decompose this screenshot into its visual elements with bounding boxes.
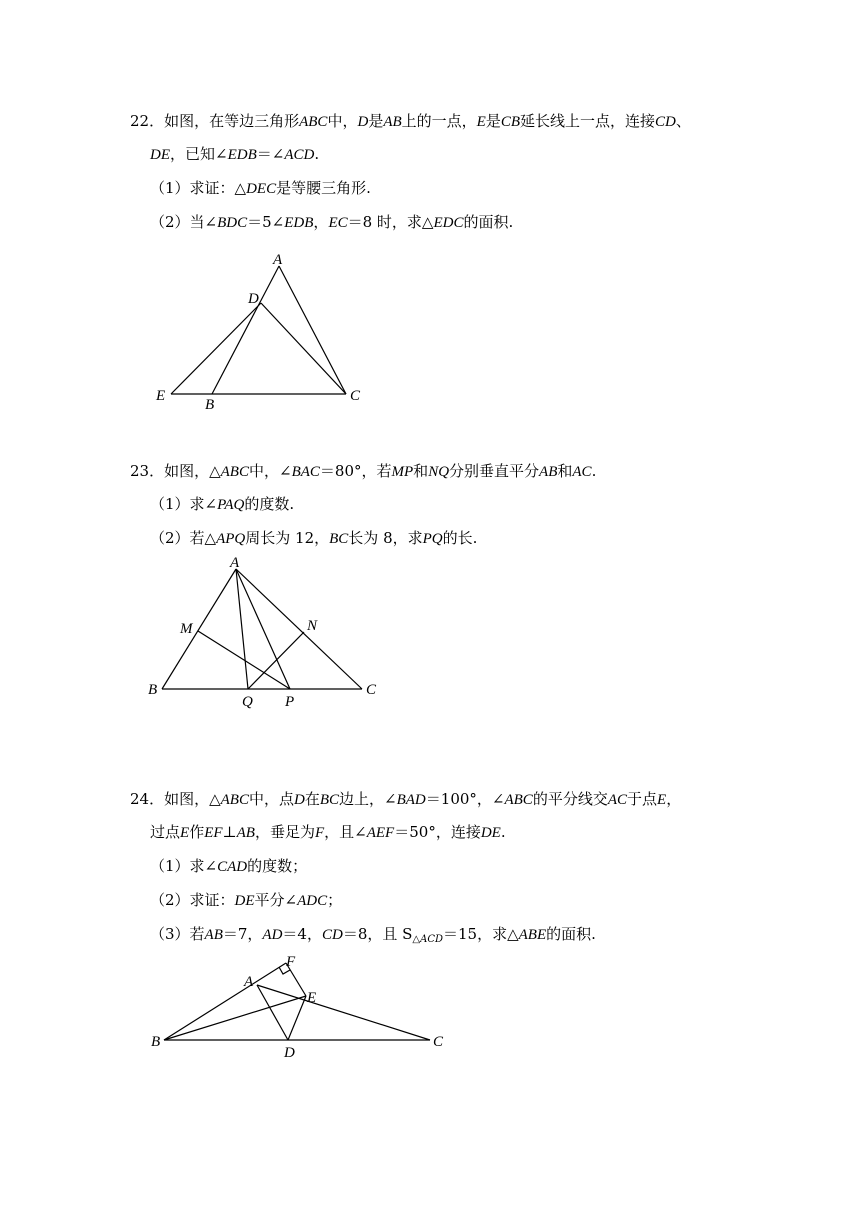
q22-text: ＝8 时，求△ (347, 213, 434, 231)
q23-var: MP (391, 464, 414, 480)
q24-label-d: D (284, 1045, 295, 1061)
q24-text: 作 (189, 823, 205, 841)
q22-label-d: D (248, 291, 259, 307)
q22-text: （2）当∠ (150, 213, 218, 231)
q22-var: ABC (299, 114, 328, 130)
q24-text: ＝7， (222, 925, 263, 943)
q24-text: . (500, 823, 506, 841)
q22-var: ACD (284, 147, 315, 163)
q23-label-p: P (285, 694, 295, 710)
q24-text: ＝50°，连接 (394, 823, 481, 841)
q22-var: BDC (217, 215, 248, 231)
q23-label-m: M (180, 621, 193, 637)
q24-var: ABE (518, 927, 547, 943)
q22-var: CB (500, 114, 521, 130)
q23-text: 中，∠ (248, 462, 292, 480)
q23-text: （2）若△ (150, 529, 217, 547)
q22-label-e: E (156, 388, 166, 404)
q23-text: （1）求∠ (150, 495, 218, 513)
q22-text: （1）求证：△ (150, 179, 247, 197)
q23-var: AB (539, 464, 558, 480)
q24-text: 的平分线交 (532, 790, 608, 808)
q23-var: ABC (220, 464, 249, 480)
q22-label-b: B (205, 397, 215, 413)
q24-var: ABC (504, 792, 533, 808)
q24-label-c: C (433, 1034, 444, 1050)
q24-text: 如图，△ (164, 790, 221, 808)
q24-var: BC (319, 792, 340, 808)
q22-var: EDB (227, 147, 257, 163)
q24-var: E (657, 792, 667, 808)
q23-var: AC (572, 464, 592, 480)
q23-text: ＝80°，若 (319, 462, 392, 480)
q23-text: 的长. (442, 529, 478, 547)
q24-segment-bf (164, 963, 286, 1040)
q22-text: 是等腰三角形. (276, 179, 371, 197)
q24-text: ⊥ (222, 823, 237, 841)
q22-text: 、 (675, 112, 691, 130)
q22-var: DE (150, 147, 170, 163)
q22-text: 延长线上一点，连接 (520, 112, 656, 130)
q24-var: BAD (396, 792, 426, 808)
q22-text: . (314, 145, 320, 163)
q22-var: EDB (284, 215, 314, 231)
q22-var: AB (383, 114, 402, 130)
q23-label-q: Q (242, 694, 253, 710)
q24-var: AC (607, 792, 628, 808)
q24-label-f: F (286, 954, 296, 970)
q22-label-a: A (273, 252, 283, 268)
q24-text: （1）求∠ (150, 857, 218, 875)
q23-var: APQ (216, 531, 246, 547)
q24-var: ABC (220, 792, 249, 808)
q24-text: 边上，∠ (339, 790, 397, 808)
q24-text: 平分∠ (254, 891, 298, 909)
q24-text: 于点 (627, 790, 658, 808)
q24-var: CAD (217, 859, 248, 875)
q22-text: 如图，在等边三角形 (164, 112, 300, 130)
q22-text: 上的一点， (401, 112, 477, 130)
q23-text: 和 (557, 462, 573, 480)
q23-label-b: B (148, 682, 158, 698)
q24-text: ＝100°，∠ (425, 790, 505, 808)
q22-var: E (476, 114, 486, 130)
q23-text: 的度数. (244, 495, 295, 513)
q24-var: EF (204, 825, 223, 841)
q23-var: PAQ (217, 497, 245, 513)
q23-text: 分别垂直平分 (449, 462, 540, 480)
q23-var: NQ (428, 464, 450, 480)
q24-text: （3）若 (150, 925, 205, 943)
q24-text: ＝8，且 S (342, 925, 413, 943)
q23-text: 长为 8，求 (348, 529, 423, 547)
q24-text: ； (327, 891, 343, 909)
q24-var: ADC (297, 893, 328, 909)
q24-text: 过点 (150, 823, 181, 841)
q24-var: AB (204, 927, 223, 943)
q24-var: E (180, 825, 190, 841)
q23-var: BC (329, 531, 349, 547)
q24-var: DE (234, 893, 255, 909)
q24-text: ，垂足为 (254, 823, 315, 841)
q23-var: PQ (422, 531, 443, 547)
q23-label-n: N (307, 618, 318, 634)
q24-label-b: B (151, 1034, 161, 1050)
q23-var: BAC (291, 464, 320, 480)
q22-var: EC (328, 215, 348, 231)
q24-segment-de (288, 996, 306, 1040)
q24-text: （2）求证： (150, 891, 235, 909)
q22-var: D (357, 114, 369, 130)
q24-text: 中，点 (248, 790, 294, 808)
q22-text: 是 (368, 112, 384, 130)
q23-label-a: A (230, 555, 240, 571)
q24-var: DE (480, 825, 501, 841)
q22-var: CD (655, 114, 676, 130)
q24-text: 的度数； (247, 857, 308, 875)
q22-text: 是 (485, 112, 501, 130)
q22-number: 22． (130, 112, 165, 130)
q24-text: ， (666, 790, 682, 808)
q22-text: 中， (327, 112, 358, 130)
q22-text: ，已知∠ (170, 145, 228, 163)
q23-label-c: C (366, 682, 377, 698)
q24-text: ＝4， (282, 925, 322, 943)
q24-text: ，且∠ (324, 823, 367, 841)
q24-var: AD (262, 927, 283, 943)
q24-var: F (314, 825, 325, 841)
q22-text: ＝5∠ (247, 213, 285, 231)
q24-var: CD (321, 927, 343, 943)
q22-var: EDC (433, 215, 464, 231)
q22-var: DEC (246, 181, 277, 197)
q24-number: 24． (130, 790, 165, 808)
q24-text: 的面积. (546, 925, 596, 943)
q24-text: 在 (304, 790, 320, 808)
q22-text: 的面积. (463, 213, 514, 231)
q24-var: AEF (366, 825, 395, 841)
q23-text: 如图，△ (164, 462, 221, 480)
q24-subscript: △ACD (412, 934, 443, 945)
q24-var: AB (236, 825, 255, 841)
q24-label-a: A (244, 974, 254, 990)
q22-text: ， (313, 213, 329, 231)
q22-label-c: C (350, 388, 361, 404)
q23-text: 和 (413, 462, 429, 480)
q23-text: 周长为 12， (245, 529, 330, 547)
q23-number: 23． (130, 462, 165, 480)
q23-text: . (591, 462, 597, 480)
q24-var: D (294, 792, 305, 808)
q22-text: ＝∠ (256, 145, 285, 163)
q24-text: ＝15，求△ (443, 925, 519, 943)
q24-label-e: E (307, 990, 317, 1006)
